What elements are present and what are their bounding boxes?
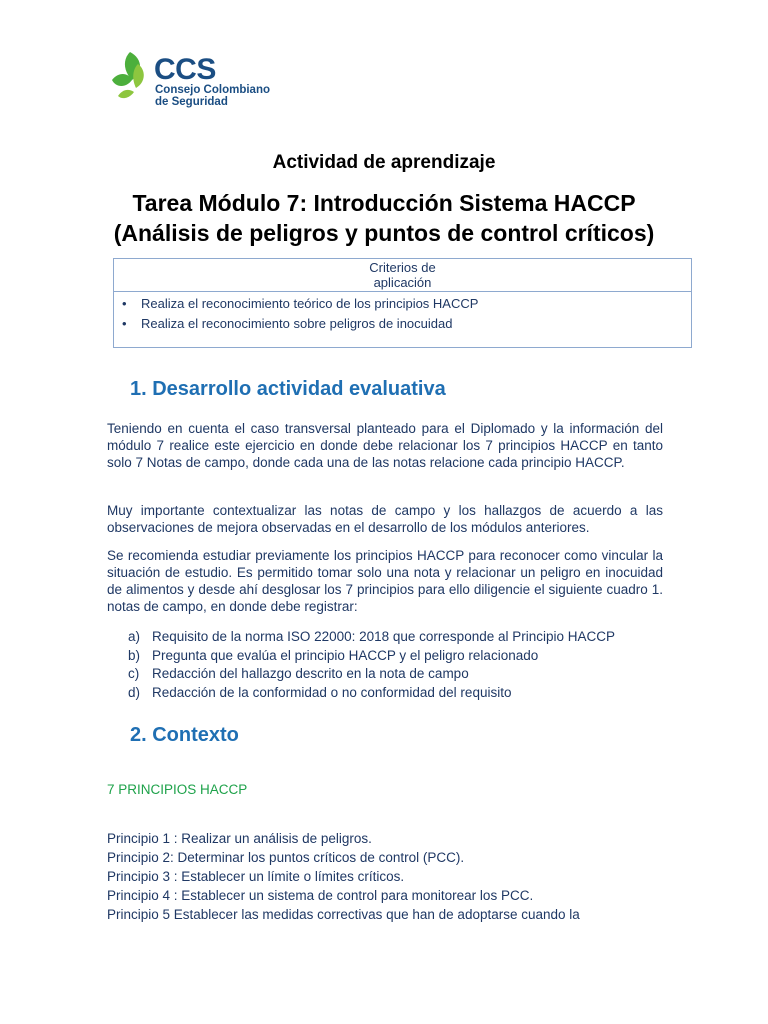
list-marker: a): [128, 629, 141, 644]
ccs-logo: [108, 46, 268, 118]
list-item-text: Redacción del hallazgo descrito en la nota de campo: [152, 666, 469, 681]
requirements-list: [128, 628, 688, 702]
principles-list: [107, 829, 580, 924]
list-marker: b): [128, 647, 141, 663]
criteria-item: • Realiza el reconocimiento teórico de los principios HACCP: [114, 294, 691, 314]
list-item: [128, 684, 688, 703]
list-item-text: Pregunta que evalúa el principio HACCP y el peligro relacionado: [152, 647, 539, 663]
activity-subtitle: Actividad de aprendizaje: [272, 152, 496, 173]
section-heading-contexto: 2. Contexto: [130, 724, 239, 746]
list-item: [128, 665, 688, 684]
paragraph: Se recomienda estudiar previamente los principios HACCP para reconocer como vincular la situación de estudio. Es permitido tomar solo una nota y relacionar un peligro en inocuidad de alimentos y desde ahí desglosar los 7 principios para ello diligencie el siguiente cuadro 1. notas de campo, en donde debe registrar:: [107, 548, 663, 614]
paragraph: Teniendo en cuenta el caso transversal planteado para el Diplomado y la información del módulo 7 realice este ejercicio en donde debe relacionar los 7 principios HACCP en tanto solo 7 Notas de campo, donde cada una de las notas relacione cada principio HACCP.: [107, 421, 663, 470]
logo-abbreviation: CCS: [154, 53, 216, 86]
principle-item: Principio 2: Determinar los puntos críticos de control (PCC).: [107, 850, 465, 865]
ccs-leaf-icon: [108, 50, 154, 100]
page-title: [0, 188, 768, 248]
list-marker: c): [128, 666, 140, 681]
criteria-table-header: [114, 259, 691, 292]
principle-item: Principio 3 : Establecer un límite o límites críticos.: [107, 869, 405, 884]
principle-item: Principio 4 : Establecer un sistema de control para monitorear los PCC.: [107, 888, 534, 903]
list-item-text: Requisito de la norma ISO 22000: 2018 que corresponde al Principio HACCP: [152, 629, 616, 644]
logo-name-line2: de Seguridad: [155, 96, 228, 108]
list-item: [128, 647, 688, 666]
title-line-2: (Análisis de peligros y puntos de control críticos): [113, 220, 655, 246]
title-line-1: Tarea Módulo 7: Introducción Sistema HACCP: [132, 190, 636, 216]
list-item: [128, 628, 688, 647]
paragraph: Muy importante contextualizar las notas de campo y los hallazgos de acuerdo a las observaciones de mejora observadas en el desarrollo de los módulos anteriores.: [107, 503, 663, 535]
principles-subheading: 7 PRINCIPIOS HACCP: [107, 782, 248, 797]
criteria-table: [113, 258, 692, 348]
criteria-item: • Realiza el reconocimiento sobre peligros de inocuidad: [114, 314, 691, 334]
logo-name-line1: Consejo Colombiano: [155, 84, 270, 96]
list-item-text: Redacción de la conformidad o no conformidad del requisito: [152, 684, 512, 700]
list-marker: d): [128, 684, 141, 700]
section-heading-desarrollo: 1. Desarrollo actividad evaluativa: [130, 378, 446, 400]
criteria-header-label: Criterios de aplicación: [369, 260, 436, 290]
criteria-list: [114, 292, 691, 334]
principle-item: Principio 5 Establecer las medidas correctivas que han de adoptarse cuando la: [107, 907, 580, 922]
principle-item: Principio 1 : Realizar un análisis de peligros.: [107, 831, 372, 846]
